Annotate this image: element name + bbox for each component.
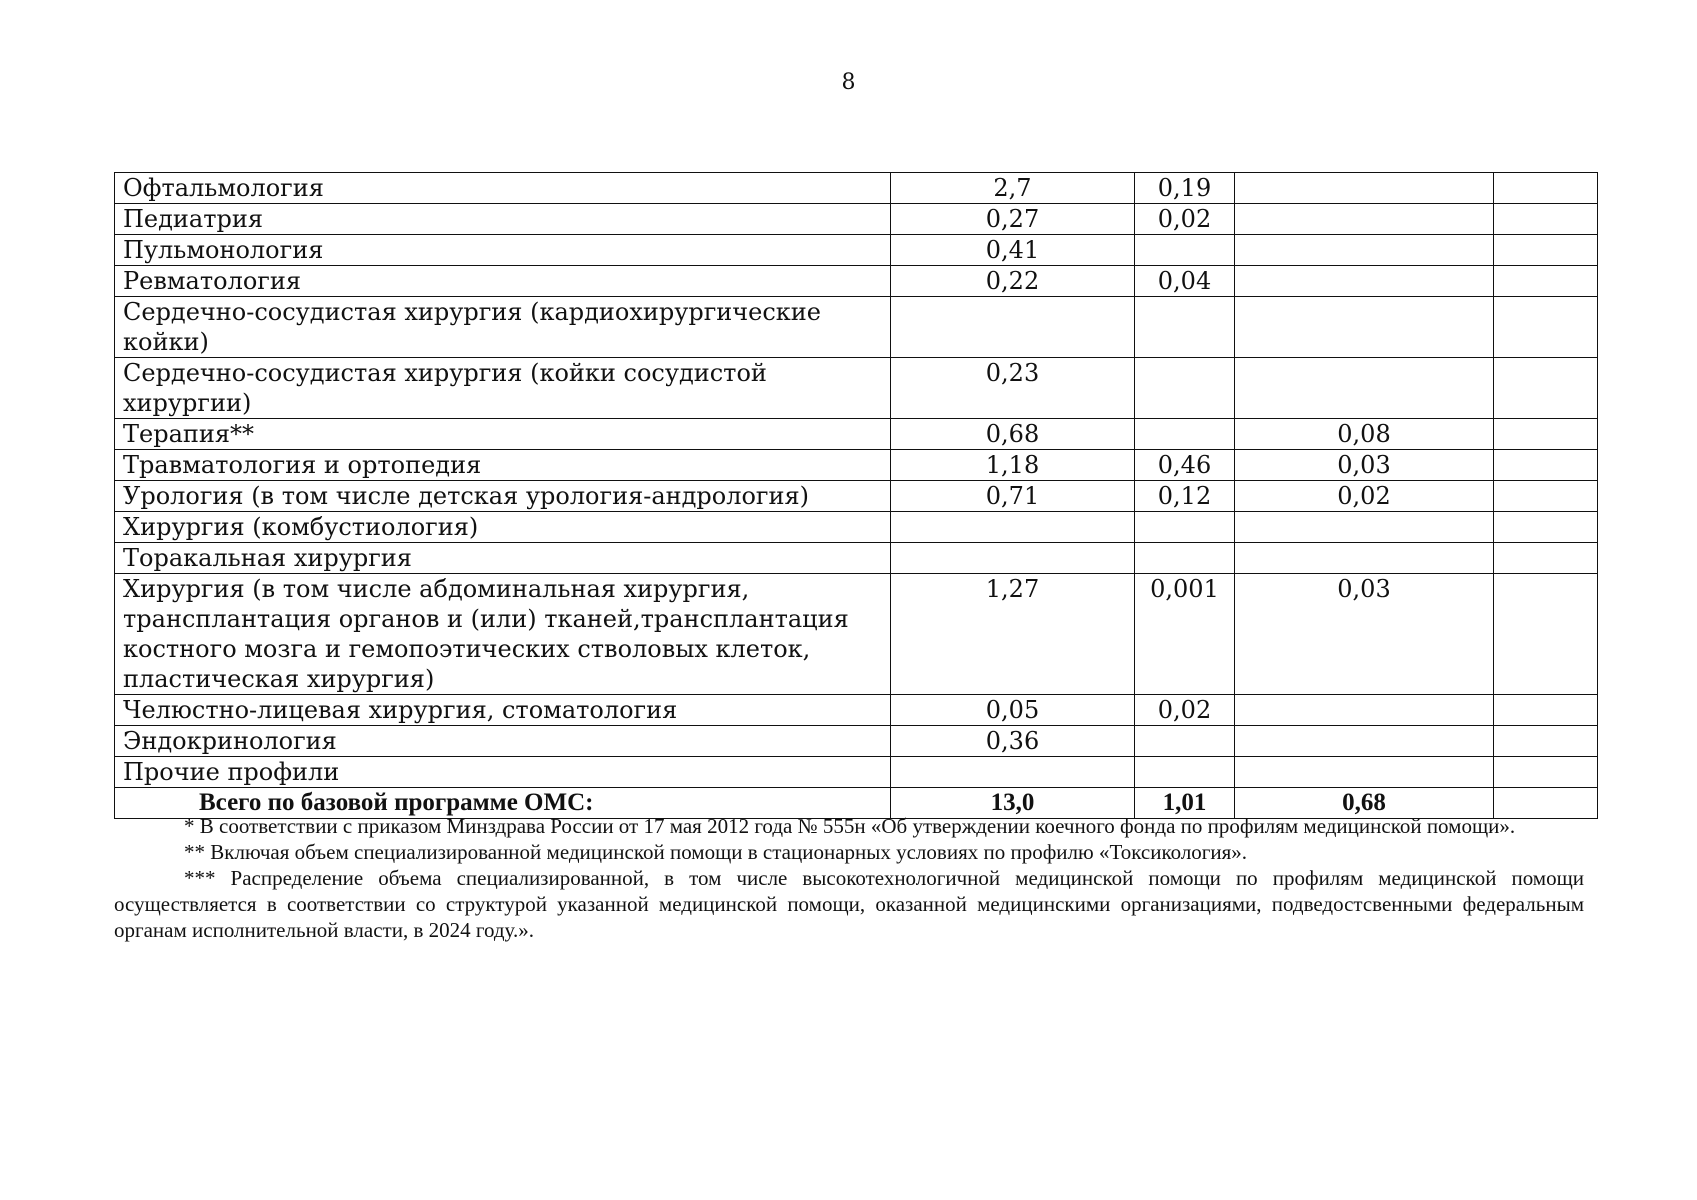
profile-cell: Урология (в том числе детская урология-андрология) bbox=[115, 481, 891, 512]
value-cell bbox=[1235, 297, 1494, 358]
footnote: *** Распределение объема специализированной, в том числе высокотехнологичной медицинской помощи по профилям медицинской помощи осуществляется в соответствии со структурой указанной медицинской помощи, оказанной медицинскими организациями, подведостсвенными федеральным органам исполнительной власти, в 2024 году.». bbox=[114, 866, 1584, 942]
value-cell bbox=[891, 297, 1135, 358]
table-row bbox=[115, 297, 1598, 358]
value-cell: 0,02 bbox=[1135, 695, 1235, 726]
value-cell bbox=[1494, 481, 1598, 512]
value-cell bbox=[1494, 266, 1598, 297]
profile-cell: Травматология и ортопедия bbox=[115, 450, 891, 481]
value-cell: 0,68 bbox=[891, 419, 1135, 450]
table-row bbox=[115, 358, 1598, 419]
value-cell: 0,36 bbox=[891, 726, 1135, 757]
value-cell: 0,02 bbox=[1235, 481, 1494, 512]
profiles-table-body bbox=[115, 173, 1598, 819]
value-cell bbox=[1235, 726, 1494, 757]
profiles-table bbox=[114, 172, 1598, 819]
profile-cell: Педиатрия bbox=[115, 204, 891, 235]
footnotes bbox=[114, 813, 1584, 943]
table-row bbox=[115, 726, 1598, 757]
table-row bbox=[115, 173, 1598, 204]
value-cell: 0,03 bbox=[1235, 574, 1494, 695]
value-cell: 2,7 bbox=[891, 173, 1135, 204]
value-cell: 0,03 bbox=[1235, 450, 1494, 481]
value-cell bbox=[1494, 512, 1598, 543]
total-value-cell: 1,01 bbox=[1135, 788, 1235, 819]
value-cell bbox=[1494, 450, 1598, 481]
value-cell bbox=[1135, 512, 1235, 543]
profile-cell: Эндокринология bbox=[115, 726, 891, 757]
table-row bbox=[115, 235, 1598, 266]
value-cell bbox=[1235, 266, 1494, 297]
value-cell bbox=[1135, 235, 1235, 266]
profile-cell: Торакальная хирургия bbox=[115, 543, 891, 574]
value-cell bbox=[1235, 235, 1494, 266]
total-value-cell: 0,68 bbox=[1235, 788, 1494, 819]
value-cell: 0,71 bbox=[891, 481, 1135, 512]
value-cell: 0,22 bbox=[891, 266, 1135, 297]
profile-cell: Челюстно-лицевая хирургия, стоматология bbox=[115, 695, 891, 726]
value-cell: 0,46 bbox=[1135, 450, 1235, 481]
profile-cell: Пульмонология bbox=[115, 235, 891, 266]
value-cell bbox=[1135, 543, 1235, 574]
value-cell bbox=[1494, 726, 1598, 757]
value-cell bbox=[1135, 757, 1235, 788]
value-cell bbox=[1494, 757, 1598, 788]
value-cell: 1,27 bbox=[891, 574, 1135, 695]
total-value-cell: 13,0 bbox=[891, 788, 1135, 819]
table-row bbox=[115, 574, 1598, 695]
value-cell: 0,08 bbox=[1235, 419, 1494, 450]
value-cell bbox=[1494, 358, 1598, 419]
value-cell bbox=[1235, 512, 1494, 543]
footnote: ** Включая объем специализированной медицинской помощи в стационарных условиях по профилю «Токсикология». bbox=[184, 840, 1248, 864]
value-cell bbox=[1494, 235, 1598, 266]
profile-cell: Хирургия (в том числе абдоминальная хирургия, трансплантация органов и (или) тканей,трансплантация костного мозга и гемопоэтических стволовых клеток, пластическая хирургия) bbox=[115, 574, 891, 695]
value-cell bbox=[1235, 543, 1494, 574]
value-cell bbox=[1135, 419, 1235, 450]
value-cell bbox=[1494, 543, 1598, 574]
footnote: * В соответствии с приказом Минздрава России от 17 мая 2012 года № 555н «Об утверждении коечного фонда по профилям медицинской помощи». bbox=[184, 814, 1516, 838]
value-cell bbox=[891, 512, 1135, 543]
value-cell: 0,001 bbox=[1135, 574, 1235, 695]
value-cell: 0,41 bbox=[891, 235, 1135, 266]
value-cell bbox=[1494, 574, 1598, 695]
value-cell bbox=[1235, 757, 1494, 788]
value-cell bbox=[1235, 695, 1494, 726]
total-label: Всего по базовой программе ОМС: bbox=[115, 788, 891, 819]
value-cell bbox=[1235, 173, 1494, 204]
table-row bbox=[115, 512, 1598, 543]
value-cell bbox=[1494, 297, 1598, 358]
table-row bbox=[115, 266, 1598, 297]
table-row bbox=[115, 204, 1598, 235]
table-row bbox=[115, 543, 1598, 574]
table-row bbox=[115, 419, 1598, 450]
profile-cell: Офтальмология bbox=[115, 173, 891, 204]
value-cell: 0,12 bbox=[1135, 481, 1235, 512]
profile-cell: Хирургия (комбустиология) bbox=[115, 512, 891, 543]
value-cell: 0,05 bbox=[891, 695, 1135, 726]
table-row bbox=[115, 450, 1598, 481]
value-cell bbox=[1135, 726, 1235, 757]
value-cell: 0,23 bbox=[891, 358, 1135, 419]
table-row bbox=[115, 481, 1598, 512]
page-number: 8 bbox=[841, 70, 856, 95]
value-cell bbox=[1135, 297, 1235, 358]
value-cell: 0,27 bbox=[891, 204, 1135, 235]
value-cell bbox=[1494, 419, 1598, 450]
profile-cell: Сердечно-сосудистая хирургия (койки сосудистой хирургии) bbox=[115, 358, 891, 419]
value-cell bbox=[1135, 358, 1235, 419]
value-cell bbox=[891, 543, 1135, 574]
value-cell bbox=[1494, 173, 1598, 204]
value-cell: 0,04 bbox=[1135, 266, 1235, 297]
value-cell: 0,02 bbox=[1135, 204, 1235, 235]
value-cell bbox=[891, 757, 1135, 788]
value-cell: 0,19 bbox=[1135, 173, 1235, 204]
value-cell bbox=[1235, 358, 1494, 419]
value-cell bbox=[1494, 204, 1598, 235]
table-row bbox=[115, 695, 1598, 726]
value-cell bbox=[1235, 204, 1494, 235]
profile-cell: Ревматология bbox=[115, 266, 891, 297]
profile-cell: Терапия** bbox=[115, 419, 891, 450]
profile-cell: Прочие профили bbox=[115, 757, 891, 788]
table-row bbox=[115, 757, 1598, 788]
profile-cell: Сердечно-сосудистая хирургия (кардиохирургические койки) bbox=[115, 297, 891, 358]
value-cell: 1,18 bbox=[891, 450, 1135, 481]
value-cell bbox=[1494, 695, 1598, 726]
